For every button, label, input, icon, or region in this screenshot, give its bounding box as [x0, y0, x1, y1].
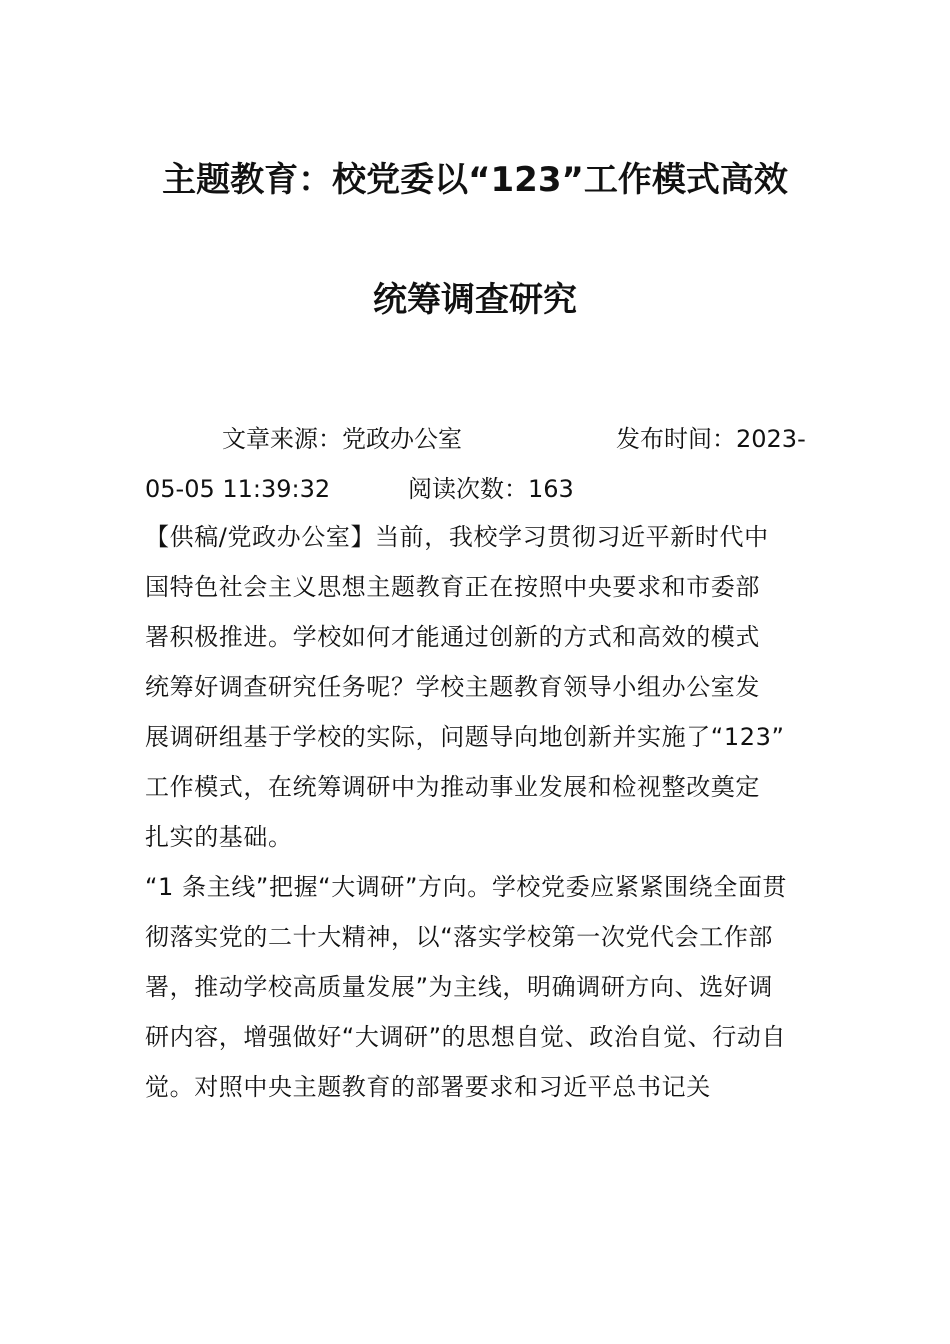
paragraph-line: 工作模式，在统筹调研中为推动事业发展和检视整改奠定 — [145, 773, 760, 801]
publish-time-continued: 05-05 11:39:32 — [145, 475, 331, 503]
paragraph-line: 统筹好调查研究任务呢？学校主题教育领导小组办公室发 — [145, 673, 760, 701]
body-paragraph-2 — [145, 862, 810, 1112]
read-count: 阅读次数：163 — [408, 475, 574, 503]
body-paragraph-1 — [145, 512, 810, 862]
paragraph-line: 署，推动学校高质量发展”为主线，明确调研方向、选好调 — [145, 973, 774, 1001]
publish-time: 发布时间：2023- — [616, 425, 806, 453]
paragraph-line: 研内容，增强做好“大调研”的思想自觉、政治自觉、行动自 — [145, 1023, 787, 1051]
article-source: 文章来源：党政办公室 — [222, 425, 462, 453]
document-title-line-2: 统筹调查研究 — [373, 280, 577, 320]
paragraph-line: 展调研组基于学校的实际，问题导向地创新并实施了“123” — [145, 723, 785, 751]
document-title-line-1: 主题教育：校党委以“123”工作模式高效 — [162, 160, 788, 200]
paragraph-line: 觉。对照中央主题教育的部署要求和习近平总书记关 — [145, 1073, 711, 1101]
paragraph-line: 彻落实党的二十大精神，以“落实学校第一次党代会工作部 — [145, 923, 774, 951]
paragraph-line: 扎实的基础。 — [145, 823, 293, 851]
paragraph-line: “1 条主线”把握“大调研”方向。学校党委应紧紧围绕全面贯 — [145, 873, 788, 901]
paragraph-line: 【供稿/党政办公室】当前，我校学习贯彻习近平新时代中 — [145, 523, 769, 551]
paragraph-line: 国特色社会主义思想主题教育正在按照中央要求和市委部 — [145, 573, 760, 601]
paragraph-line: 署积极推进。学校如何才能通过创新的方式和高效的模式 — [145, 623, 760, 651]
